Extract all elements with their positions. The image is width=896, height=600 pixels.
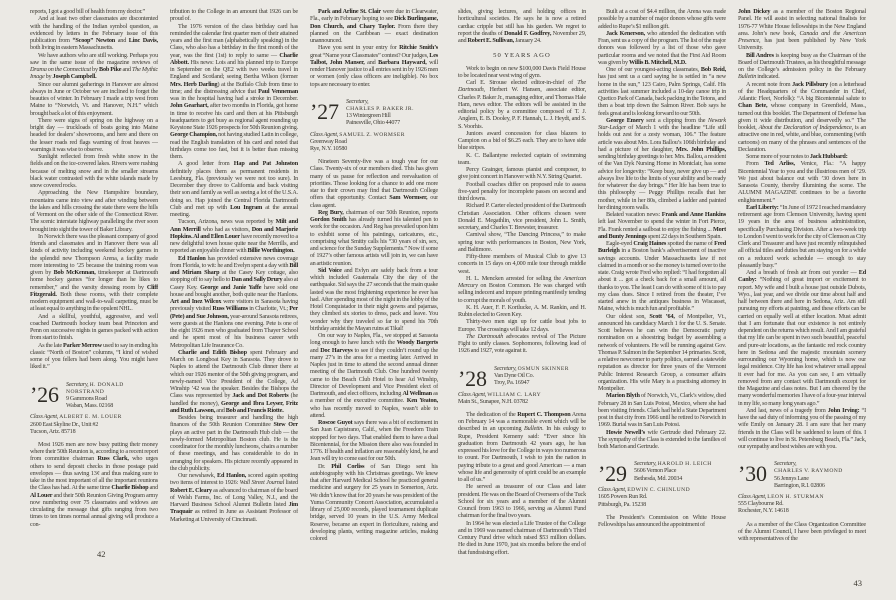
class-agent-block [310,132,438,154]
paragraph: And at least two other classmates are discontented with the handling of the Indian symbol question, as evidenced by letters in the February issue of this publication from “Scoop” Newton and Linc Davis, both living in eastern Massachusetts. [30,15,158,52]
paragraph: Carl E. Strouse elected editor-in-chief of The Dartmouth, Herbert W. Hansen, associate editor, Charles P. Baker Jr., managing editor, and Thomas Hale Ham, news editor. The editors will be assisted in the editorial policy by a committee composed of T. J. Anglem, E. B. Dooley, P. F. Hannah, L. J. Heydt, and S. S. Voorhis. [458,79,586,130]
paragraph: Eagle-eyed Craig Haines spotted the name of Fred Burleigh in a Boston bank’s advertisement of inactive savings accounts. Under Massachusetts law if not claimed in a month or so the money is turned over to the state. Craig wrote Fred who replied: “I had forgotten all about it ... got a check back for a small amount, all thanks to you. The least I can do with some of it is to pay my class dues. Since I retired from the theater, I’ve started anew in the antiques business in Wiscasset, Maine, which is much fun and profitable.” [598,240,726,313]
paragraph: Roscoe Guyot says there was a bit of excitement in San Juan Capistrano, Calif., when the Freedom Train stopped for two days. That enabled them to have a dual Bicentennial, for the Mission there also was founded in 1776. If health and inflation are reasonably kind, he and Jean will try to come east for our 50th. [310,419,438,463]
secretary-name: HAROLD H. LEICH [657,461,712,468]
class-header-29 [598,460,726,509]
paragraph: slides, giving lectures, and holding offices in horticultural societies. He says he is now a retired cardiac cripple but still has his garden. We regret to report the deaths of Donald F. Godfrey, November 29, and Robert E. Sullivan, January 24. [458,8,586,44]
paragraph: As the late Parker Merrow used to say in ending his classic “North of Boston” columns, “I kind of wished some of you fellers had been along. You might have liked it.” [30,341,158,371]
class-agent-address-line: 1605 Powers Run Rd. [598,494,648,501]
paragraph: The 1976 version of the class birthday card has reminded the calendar first quarter men of their attained years and the first man (alphabetically speaking) in the Class, who also has a birthday in the first month of the year, was the first (1st) to reply to same — Charlie Abbott. His news: Lois and his planned trip to Europe in September on the QE2 with two weeks travel in England and Scotland; seeing Bertha Wilson (former Mrs. Herb Darling) at the Buffalo Club from time to time; and the distressing advice that Paul Venneman was in the hospital having had a stroke in December. John Gearhart, after two months in Florida, got home in time to receive his card and then at his Pittsburgh headquarters to get busy as regional agent rounding up Keystone State 1926 prospects for 50th Reunion giving. George Champion, not having studied Latin in college, read the English translation of his card and noted that birthdays come too fast, but it is better than missing them. [170,22,298,160]
paragraph: Earl Liberty: “In June of 1972 I reached mandatory retirement age from Clemson University, having spent 19 years in the area of business administration, specifically Purchasing Division. After a two-week trip to London I went to work for the city of Clemson as City Clerk and Treasurer and have just recently relinquished all official titles and duties but am staying on for a while on a reduced work schedule — enough to stay pleasantly busy.” [738,203,866,269]
class-header-top [598,460,726,487]
paragraph: Football coaches differ on proposed rule to assess five-yard penalty for incomplete passes on second and third downs. [458,180,586,202]
paragraph: Have you sent in your entry for Ritchie Smith’s great “Name your Classmates” contest? Our judges, Les Talbot, John Manser, and Barbara Hayward, will render Hanover justice to all entries sent in by 1926 men or women (only class officers are ineligible). No box tops are necessary to enter. [310,44,438,88]
paragraph: In 1964 he was elected a Life Trustee of the College and in 1969 was named chairman of Dartmouth’s Third Century Fund drive which raised $53 million dollars. He died in June 1970, just six months before the end of that fundraising effort. [458,519,586,556]
text-column-1 [30,8,158,553]
paragraph: Howie Newell’s wife Gertrude died February 22. The sympathy of the Class is extended to the families of both Marion and Gertrude. [598,428,726,450]
paragraph: From Ted Arliss, Venice, Fla.: “A happy Bicentennial Year to you and the illustrious men of ’29. We just about balance out with ’30 down here in Sarasota County, thereby illumining the scene. The ALUMNI MAGAZINE continues to be a favorite enlightenment.” [738,160,866,204]
secretary-name: CHARLES P. BAKER JR. [346,105,414,112]
class-header-26 [30,381,158,436]
class-header-top [738,460,866,490]
class-agent-address-line: 555 Claybourne Rd. [738,501,784,508]
paragraph: K. C. Ballantyne reelected captain of swimming team. [458,151,586,166]
paragraph: Thirty-two men sign up for cattle boat jobs to Europe. The crossings will take 12 days. [458,318,586,333]
paragraph: Our oldest son, Scott ’64, of Montpelier, Vt., announced his candidacy March 1 for the U. S. Senate. Scott believes he can win the Democratic party nomination on a shoestring budget by assembling a network of volunteers. He will be running against Gov. Thomas P. Salmon in the September 14 primaries. Scott, a relative newcomer to party politics, earned a statewide reputation as director for three years of the Vermont Public Interest Research Group, a consumer affairs organization. His wife Mary is a practising attorney in Montpelier. [598,312,726,392]
class-agent-name: LEON H. STURMAN [767,494,824,501]
text-column-4 [458,8,586,590]
paragraph: Since our alumni gatherings in Hanover are almost always in June or October we are inclined to forget the beauties of winter. In February I made a trip west from Maine to “Norwich, Vt. and Hanover, N.H.” which brought back a lot of this enjoyment. [30,80,158,117]
secretary-block [66,381,158,411]
class-header-30 [738,460,866,515]
secretary-address-line: Bethesda, Md. 20034 [634,475,683,482]
column-layout [30,8,866,590]
class-year-numeral: ’27 [310,98,339,124]
secretary-label-line [66,382,158,396]
paragraph: Bill Andres is keeping busy as the Chairman of the Board of Dartmouth Trustees, as his thoughtful message on the College’s admission policy in the February Bulletin indicated. [738,51,866,81]
paragraph: Jack Kenerson, who attended the dedication with Fran, sent us a copy of the program. The list of the major donors was followed by a list of those who gave particular rooms and we noted that the First Aid Room was given by Willis B. Mitchell, M.D. [598,29,726,66]
paragraph: Belated vacation news: Frank and Anne Hankins left last November to spend the winter in Fort Pierce, Fla. Frank rented a sailboat to enjoy the fishing ... Mort and Bunty Jennings spent 22 days in Southern Spain. [598,211,726,240]
paragraph: Dr. Phil Corliss of San Diego sent his autobiography with his Christmas greetings. We knew that after Harvard Medical School he practiced general medicine and surgery for 25 years in Somerton, Ariz. We didn’t know that for 20 years he was president of the Yuma Community Concert Association, accumulated a library of 25,000 records, played tournament duplicate bridge, served 10 years in the U.S. Army Medical Reserve, became an expert in floriculture, raising and developing plants, writing magazine articles, making colored [310,462,438,543]
secretary-address-line: Troy, Pa. 16947 [494,379,530,386]
class-header-27 [310,98,438,153]
paragraph: The Dartmouth advocates revival of The Picture Fight to unify classes. Sophomores, following lead of 1926 and 1927, vote against it. [458,332,586,355]
class-agent-address-line: Main St., Sunapee, N.H. 03782 [458,398,528,405]
paragraph: Percy Grainger, famous pianist and composer, to give joint concert in Hanover with N.Y. String Quartet. [458,166,586,181]
secretary-block [346,98,414,128]
page-number-left: 42 [97,549,106,559]
paragraph: Charlie and Edith Bishop spent February and March on Longboat Key in Sarasota. They drove to Naples to attend the Dartmouth Club dinner there at which our 1926 mentor of the 50th giving program, and newly-named Vice President of the College, Ad Winship ’42 was the speaker. Besides the Bishops the Class was represented by Jack and Dot Roberts (he handled the money), George and Ibra Leyser, Fritz and Ruth Lawson, and Bob and Francis Riotte. [170,348,298,414]
secretary-address-line: Painesville, Ohio 44077 [346,120,400,127]
class-agent-block [458,392,586,406]
page-number-right: 43 [853,578,862,588]
class-agent-label-line [310,132,438,139]
paragraph: Fifty-three members of Musical Club to give 13 concerts in 15 days on 4,000 mile tour through middle west. [458,253,586,275]
secretary-address-line: 13 Wintergreen Hill [346,113,391,120]
class-agent-address-line: 2600 East Skyline Dr., Unit #2 [30,421,99,428]
text-column-3 [310,8,438,553]
class-agent-name: ALBERT E. M. LOUER [59,414,122,421]
paragraph: reports, I got a good bill of health from my doctor.” [30,8,145,15]
paragraph: Marion Blyth of Norwich, Vt., Clark’s widow, died February 28 in San Luis Potosi, Mexico, where she had been visiting friends. Clark had held a State Department post in that city from 1966 until he retired to Norwich in 1969. Burial was in San Luis Potosi. [598,392,726,429]
paragraph: George Emery sent a clipping from the Newark Star-Ledger of March 1 with the headline “Life still holds out zest for a zesty woman, 106.” The feature article was about Mrs. Lora Ballou’s 106th birthday and had a picture of her daughter, Mrs. John Phillips, sending birthday greetings to her. Mrs. Ballou, a resident of the Van Dyk Nursing Home in Montclair, has some advice for longevity: “Keep busy, never give up — and always live life to the limits of your ability and be ready for whatever the day brings.” Her life has been true to this philosophy — Peggy Phillips recalls that her mother, while in her 80s, climbed a ladder and painted her dining room walls. [598,116,726,211]
secretary-label-line [634,461,712,468]
paragraph: In Norwich there was the pleasant company of good friends and classmates and in Hanover there was all kinds of activity including weekend hockey games in the splendid new Thompson Arena, a facility made more interesting to ’25 because the training room was given by Bob McKennan, timekeeper at Dartmouth home hockey games “for longer than he likes to remember,” and the varsity dressing room by Cliff Fitzgerald. Both these rooms, with their complete modern equipment and wall-to-wall carpeting, must be at least equal to anything in the opulent NHL. [30,232,158,313]
paragraph: Our newshawk, Ed Hanlon, scored again spotting two items of interest to 1926: Wall Street Journal listed Robert E. Cleary as advanced to chairman of the board of Welsh Farms, Inc. of Long Valley, N.J., and the Harvard Business School Alumni Bulletin listed Jim Traquair as retired in June as Assistant Professor of Marketing at University of Cincinnati. [170,472,298,523]
secretary-label: Secretary, [346,98,369,105]
paragraph: Reg Bury, chairman of our 50th Reunion, reports Gordon Smith has already turned his talented pen to work for the occasion. And Reg has prevailed upon him to exhibit some of his paintings, caricatures, etc., comprising what Smitty calls his “30 years of sin, sex, and science for the Sunday Supplements.” Now if some of 1927’s other famous artists will join in, we can have an artistic reunion. [310,208,438,267]
class-agent-address-line: Pittsburgh, Pa. 15238 [598,501,646,508]
paragraph: And last, news of a tragedy from John Irving: “I have the sad duty of informing you of the passing of my wife Emily on January 28. I am sure that her many friends in the Class will be saddened to learn of this. I will continue to live in St. Petersburg Beach, Fla.” Jack, our sympathy and best wishes are with you. [738,406,866,450]
class-agent-label: Class Agent, [598,487,628,494]
secretary-name-line [774,468,843,475]
class-header-top [30,381,158,411]
class-year-numeral: ’29 [598,461,627,487]
paragraph: He served as treasurer of our Class and later president. He was on the Board of Overseers of the Tuck School for six years and a member of the Alumni Council from 1963 to 1966, serving as Alumni Fund chairman for the final two years. [458,483,586,520]
secretary-label: Secretary, [774,461,797,468]
paragraph: Tucson, Arizona, news was reported by Milt and Ann Merrill who had as visitors, Don and Marjorie Hopkins. Al and Ellen Louer have recently moved to a new delightful town house quite near the Merrills, and reported an enjoyable dinner with Billie Worthington. [170,218,298,255]
class-year-numeral: ’26 [30,381,59,407]
class-agent-label: Class Agent, [310,131,340,138]
class-agent-block [30,414,158,436]
class-agent-label-line [598,487,726,494]
secretary-address-line: Waban, Mass. 02168 [66,403,114,410]
paragraph: Some more of your notes to Jack Hubbard: [746,153,848,160]
paragraph: There were signs of spring on the highway on a bright day — truckloads of boats going into Maine headed for dealers’ showrooms, and here and there on the lesser roads red flags warning of frost heaves — warnings it was wise to observe. [30,116,158,153]
paragraph: Juniors award concession for class blazers to Campion on a bid of $6.25 each. They are to have side blue stripes. [458,129,586,152]
secretary-label: Secretary, [66,381,90,388]
class-agent-label: Class Agent, [738,494,768,501]
secretary-label: Secretary, [494,365,518,372]
secretary-address-line: 5606 Vernon Place [634,468,677,475]
class-agent-label-line [738,494,866,501]
class-agent-name: SAMUEL Z. WORMSER [339,131,405,138]
class-agent-address-line: Rochester, N.Y. 14618 [738,508,789,515]
paragraph: Nineteen Seventy-five was a tough year for our Class. Twenty-six of our members died. This has given many of us pause for reflection and reevaluation of priorities. Those looking for a chance to add one more star to their crown may find that Dartmouth College offers that opportunity. Contact Sam Wormser, our class agent. [310,158,438,209]
paragraph: Sunlight reflected from fresh white snow in the fields and on the ice-covered lakes. Rivers were rushing because of melting snow and in the smaller streams black water contrasted with the white islands made by snow covered rocks. [30,153,158,189]
secretary-label-line [494,366,569,373]
secretary-address-line: Van Dyne Oil Co. [494,372,534,379]
secretary-label-line [774,461,843,468]
class-agent-block [738,494,866,516]
secretary-label: Secretary, [634,461,658,468]
secretary-address-line: Barrington, R.I. 02806 [774,482,825,489]
secretary-name: CHARLES V. RAYMOND [774,468,843,475]
class-agent-label-line [458,392,586,399]
class-agent-address-line: Rye, N.Y. 10580 [310,145,348,152]
class-year-numeral: ’28 [458,365,487,391]
paragraph: One of our youngest-acting classmates, Bob Reid, has just sent us a card saying he is settled in “a new home in the sun,” 123 Cairo, Palm Springs, Calif. His activities last summer included a 10-day canoe trip in Quetico Park of Canada, back packing in the Tetons, and then a boat trip down the Salmon River. Bob says he feels great and is looking forward to our 50th. [598,66,726,117]
paragraph: K. H. Auer, F. F. Kortlucke, A. M. Rankin, and H. Rubin elected to Green Key. [458,303,586,318]
class-agent-label: Class Agent, [458,391,488,398]
secretary-name-line [346,106,414,113]
paragraph: A recent note from Jack Pillsbury (on a letterhead of the Headquarters of the Commander in Chief, Atlantic Fleet, Norfolk): “A big Bicentennial salute to Chan Bete, whose company in Greenfield, Mass., turned out this booklet. The Department of Defense has given it wide distribution, and deservedly so.” The booklet, About the Declaration of Independence, is an attractive one in red, white, and blue, commenting (with cartoons) on many of the phrases and sentences of the Declaration. [738,80,866,153]
secretary-address-line: 56 Jennys Lane [774,475,809,482]
text-column-5 [598,8,726,590]
secretary-label-line [346,99,414,106]
paragraph: Besides being treasurer and handling the high finances of the 50th Reunion Committee Stew Orr plays an active part in the Dartmouth Hub club — the newly-formed Metropolitan Boston club. He is the coordinator for the monthly luncheons, chairs a number of these meetings, and has considerable to do in arranging for speakers. His picture recently appeared in the club publicity. [170,414,298,472]
paragraph: Ed Hanlon has provided extensive news coverage from Florida, to wit: he and Evelyn spent a day with Bill and Miriam Sharp at the Casey Key cottage, also stopping off to say hello to Dan and Sally Drury also at Casey Key. George and Janie Yaffe have sold one house and bought another, both quite near the Hanlons. Art and Inez Wilcox were visitors in Sarasota having previously visited Russ Williams in Charlotte, Vt.; Per (Pete) and Sue Johnson, year-around Sarasota retirees, were guests at the Hanlons one evening. Pete is one of the eight 1926 men who graduated from Thayer School and he spent most of his business career with Metropolitan Life Insurance Co. [170,254,298,349]
paragraph: Richard P. Carter elected president of the Dartmouth Christian Association. Other officers chosen were Donald E. Megathlin, vice president, John L. Smith, secretary, and Charles T. Brewster, treasurer. [458,202,586,231]
paragraph: tribution to the College in an amount that 1926 can be proud of. [170,8,298,23]
secretary-block [774,460,843,490]
paragraph: And a skillful, youthful, aggressive, and well coached Dartmouth hockey team beat Princeton and Penn on successive nights in games packed with action from start to finish. [30,312,158,342]
paragraph: Carnival show, “The Dancing Princess,” to make spring tour with performances in Boston, New York, and Baltimore. [458,231,586,253]
paragraph: The dedication of the Rupert C. Thompson Arena on February 14 was a memorable event which will be described in an upcoming Bulletin. In his eulogy to Rupe, President Kemeny said: “Ever since his graduation from Dartmouth 42 years ago, he has expressed his love for the College in ways too numerous to count. For Dartmouth, I wish to join the nation in paying tribute to a great and good American — a man whose life and generosity of spirit could be an example to all of us.” [458,410,586,484]
secretary-name: OSMUN SKINNER [517,365,569,372]
paragraph: We have authors who are still working. Perhaps you saw in the same issue of the magazine reviews of Drama on the Connecticut by Bob Pike and The Mythic Image by Joseph Campbell. [30,51,158,81]
text-column-2 [170,8,298,553]
paragraph: Sid Voice and Evlyn are safely back from a tour which included Guatemala City the day of the earthquake. Sid says the 27 seconds that the main quake lasted was the most frightening experience he ever has had. After spending most of the night in the lobby of the Hotel Conquistador in their night gowns and pajamas, they climbed six stories to dress, pack and leave. You wonder why they traveled so far to spend his 70th birthday amidst the Mayan ruins at Tikal! [310,266,438,332]
class-agent-address-line: Greenway Road [310,138,347,145]
section-heading-50-years-ago: 50 YEARS AGO [493,52,551,60]
paragraph: And a breath of fresh air from out yonder — Ed Canby: “Nothing of great import or excitement to report. My wife and I built a house just outside Dubois, Wyo., last year, and we divide our time about half and half between there and here in Sedona, Ariz. Am still pursuing my efforts at painting, and these efforts can be carried on equally well at either location. Must admit that I am fortunate that our existence is not entirely dependent on the returns which result. And I am grateful that my life can be spent in two such beautiful, peaceful and pure-air locations, as the fantastic red rock country here in Sedona and the majestic mountain scenery surrounding our Wyoming home, which is now our legal residence. City life has lost whatever small appeal it ever had for me. As you can see, I am virtually removed from any contact with Dartmouth except for the Magazine and class notes. But I am cheered by the many wonderful memories I have of a four-year interval in my life, so many long years ago.” [738,269,866,407]
paragraph: Approaching the New Hampshire boundary, mountains came into view and after winding between the lakes and hills crossing the state there were the hills of Vermont on the other side of the Connecticut River. The scenic interstate highway paralleling the river soon brought into sight the tower of Baker Library. [30,189,158,233]
class-agent-label-line [30,414,158,421]
secretary-address-line: 9 Gammons Road [66,395,107,402]
paragraph: The President’s Commission on White House Fellowships has announced the appointment of [598,513,726,529]
class-agent-name: WILLIAM C. LARY [487,391,542,398]
paragraph: Park and Arline St. Clair were due in Clearwater, Fla., early in February hoping to see Dick Burlingame, Don Church, and Chary Taylor. From there they planned on the Caribbean — exact destination unannounced. [310,8,438,44]
class-agent-block [598,487,726,509]
paragraph: On our way to Naples, Fla., we stopped at Sarasota long enough to have lunch with the Woody Bargerts and Doc Harveys to see if they couldn’t round up the many 27’s in the area for a meeting later. Arrived in Naples just in time to attend the second annual dinner meeting of the Dartmouth Club. One hundred twenty came to the Beach Club Hotel to hear Ad Winship, Director of Development and Vice President elect of Dartmouth, and elect officers, including Al Wellman as a member of the executive committee. Ken Yeaton, who has recently moved to Naples, wasn’t able to attend. [310,332,438,419]
secretary-name: H. DONALD NORSTRAND [66,381,124,395]
secretary-block [494,365,569,388]
paragraph: H. L. Mencken arrested for selling the American Mercury on Boston Common. He was charged with selling indecent and impure printing manifestly tending to corrupt the morals of youth. [458,274,586,304]
class-header-top [310,98,438,128]
class-header-28 [458,365,586,406]
class-year-numeral: ’30 [738,461,767,487]
text-column-6 [738,8,866,590]
paragraph: Built at a cost of $4.4 million, the Arena was made possible by a number of major donors whose gifts were added to Rupe’s $1 million gift. [598,8,726,30]
paragraph: Most 1926 men are now busy putting their money where their 50th Reunion is, according to a recent report from committee chairman Russ Clark, who urges others to send deposit checks in those postage paid envelopes — thus saving 13¢ and thus making sure to take in the most important of all the important reunions the Class has had. At the same time Charlie Bishop and Al Louer and their 50th Reunion Giving Program army now numbering over 75 classmates and widows are circulating the message that gifts ranging from two times to ten times normal annual giving will produce a con- [30,440,158,528]
secretary-block [634,460,712,483]
paragraph: As a member of the Class Organization Committee of the Alumni Council, I have been privileged to meet with representatives of the [738,520,866,543]
paragraph: Work to begin on new $100,000 Davis Field House to be located near west wing of gym. [458,64,586,79]
class-agent-address-line: Tucson, Ariz. 85718 [30,428,76,435]
paragraph: A good letter from Hap and Pat Johnston definitely places them as permanent residents in Leesburg, Fla. (previously we were not too sure). In December they drove to California and back visiting their son and family as well as seeing a lot of the U.S.A. doing so. Hap joined the Central Florida Dartmouth Club and met up with Lou Ingram at the annual meeting. [170,160,298,218]
class-header-top [458,365,586,391]
class-agent-label: Class Agent, [30,414,60,421]
paragraph: John Dickey as a member of the Boston Regional Panel. He will assist in selecting national finalists for 1976-77 White House fellowships in the New England area. John’s new book, Canada and the American Presence, has just been published by New York University. [738,8,866,52]
class-agent-name: EDWIN C. CHINLUND [627,487,691,494]
